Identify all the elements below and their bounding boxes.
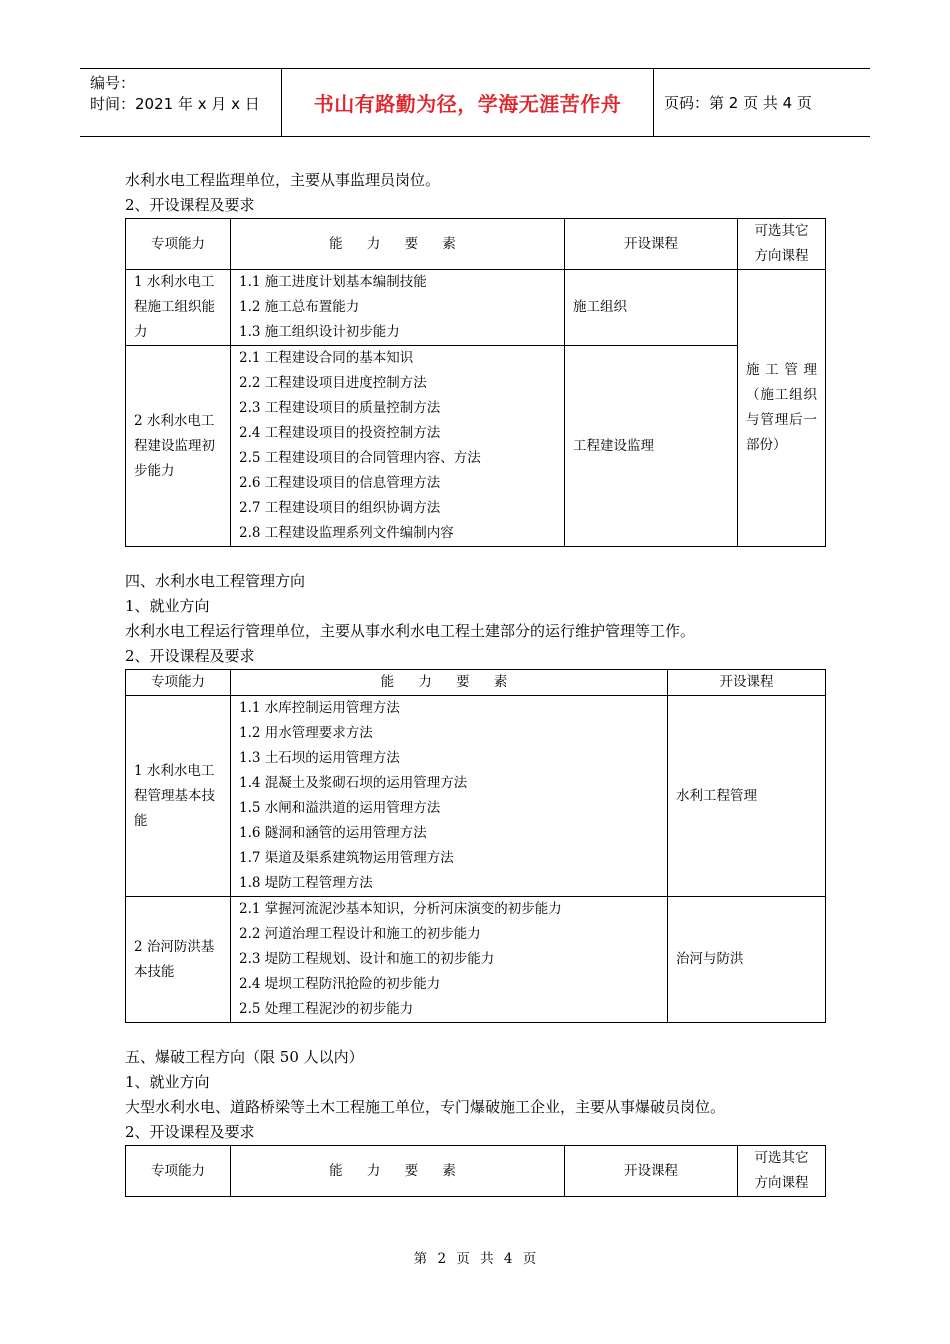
header-meta <box>80 69 282 136</box>
element-item: 1.4 混凝土及浆砌石坝的运用管理方法 <box>239 775 468 791</box>
element-item: 2.3 堤防工程规划、设计和施工的初步能力 <box>239 951 495 967</box>
element-item: 1.2 施工总布置能力 <box>239 299 360 315</box>
header-optional: 可选其它方向课程 <box>738 219 826 270</box>
course-cell: 治河与防洪 <box>668 897 826 1023</box>
page-header <box>80 68 870 137</box>
header-elements: 能 力 要 素 <box>231 670 668 696</box>
element-item: 2.2 河道治理工程设计和施工的初步能力 <box>239 926 481 942</box>
ability-cell: 2 水利水电工程建设监理初步能力 <box>126 346 231 547</box>
table-row <box>126 270 826 346</box>
time-label: 时间：2021 年 x 月 x 日 <box>90 95 260 113</box>
elements-cell <box>231 346 565 547</box>
elements-cell <box>231 897 668 1023</box>
elements-cell <box>231 270 565 346</box>
sec4-employment-heading: 1、就业方向 <box>125 597 210 615</box>
elements-cell <box>231 696 668 897</box>
element-item: 2.5 工程建设项目的合同管理内容、方法 <box>239 450 481 466</box>
ability-cell: 2 治河防洪基本技能 <box>126 897 231 1023</box>
serial-label: 编号： <box>90 74 136 92</box>
table-header-row <box>126 670 826 696</box>
sec5-employment-text: 大型水利水电、道路桥梁等土木工程施工单位，专门爆破施工企业，主要从事爆破员岗位。 <box>125 1098 726 1116</box>
element-item: 1.6 隧洞和涵管的运用管理方法 <box>239 825 427 841</box>
sec4-courses-heading: 2、开设课程及要求 <box>125 647 255 665</box>
table-row <box>126 696 826 897</box>
page-footer: 第 2 页 共 4 页 <box>413 1251 537 1267</box>
header-course: 开设课程 <box>565 1146 738 1197</box>
header-ability: 专项能力 <box>126 219 231 270</box>
element-item: 2.5 处理工程泥沙的初步能力 <box>239 1001 414 1017</box>
element-item: 2.1 工程建设合同的基本知识 <box>239 350 414 366</box>
course-cell: 水利工程管理 <box>668 696 826 897</box>
element-item: 1.3 施工组织设计初步能力 <box>239 324 400 340</box>
sec3-courses-heading: 2、开设课程及要求 <box>125 196 255 214</box>
table-row <box>126 346 826 547</box>
element-item: 2.4 堤坝工程防汛抢险的初步能力 <box>239 976 441 992</box>
element-item: 1.3 土石坝的运用管理方法 <box>239 750 400 766</box>
table-blasting <box>125 1145 826 1197</box>
element-item: 1.7 渠道及渠系建筑物运用管理方法 <box>239 850 454 866</box>
header-page-info: 页码：第 2 页 共 4 页 <box>664 94 812 112</box>
element-item: 1.8 堤防工程管理方法 <box>239 875 373 891</box>
header-elements: 能 力 要 素 <box>231 219 565 270</box>
optional-course-cell: 施工管理（施工组织与管理后一部份） <box>738 270 826 547</box>
element-item: 1.1 施工进度计划基本编制技能 <box>239 274 427 290</box>
sec3-employment-text: 水利水电工程监理单位，主要从事监理员岗位。 <box>125 171 441 189</box>
element-item: 2.7 工程建设项目的组织协调方法 <box>239 500 441 516</box>
ability-cell: 1 水利水电工程管理基本技能 <box>126 696 231 897</box>
table-row <box>126 897 826 1023</box>
element-item: 2.1 掌握河流泥沙基本知识，分析河床演变的初步能力 <box>239 901 562 917</box>
header-course: 开设课程 <box>668 670 826 696</box>
sec5-employment-heading: 1、就业方向 <box>125 1073 210 1091</box>
sec4-employment-text: 水利水电工程运行管理单位，主要从事水利水电工程土建部分的运行维护管理等工作。 <box>125 622 696 640</box>
table-supervision <box>125 218 826 547</box>
header-elements: 能 力 要 素 <box>231 1146 565 1197</box>
ability-cell: 1 水利水电工程施工组织能力 <box>126 270 231 346</box>
element-item: 2.8 工程建设监理系列文件编制内容 <box>239 525 454 541</box>
table-management <box>125 669 826 1023</box>
course-cell: 施工组织 <box>565 270 738 346</box>
header-ability: 专项能力 <box>126 1146 231 1197</box>
course-cell: 工程建设监理 <box>565 346 738 547</box>
header-optional: 可选其它方向课程 <box>738 1146 826 1197</box>
element-item: 1.5 水闸和溢洪道的运用管理方法 <box>239 800 441 816</box>
header-course: 开设课程 <box>565 219 738 270</box>
element-item: 2.2 工程建设项目进度控制方法 <box>239 375 427 391</box>
sec5-courses-heading: 2、开设课程及要求 <box>125 1123 255 1141</box>
element-item: 1.2 用水管理要求方法 <box>239 725 373 741</box>
header-motto: 书山有路勤为径，学海无涯苦作舟 <box>282 69 654 136</box>
table-header-row <box>126 219 826 270</box>
element-item: 2.4 工程建设项目的投资控制方法 <box>239 425 441 441</box>
header-ability: 专项能力 <box>126 670 231 696</box>
element-item: 2.6 工程建设项目的信息管理方法 <box>239 475 441 491</box>
sec4-title: 四、水利水电工程管理方向 <box>125 572 306 590</box>
table-header-row <box>126 1146 826 1197</box>
sec5-title: 五、爆破工程方向（限 50 人以内） <box>125 1048 364 1066</box>
element-item: 2.3 工程建设项目的质量控制方法 <box>239 400 441 416</box>
element-item: 1.1 水库控制运用管理方法 <box>239 700 400 716</box>
